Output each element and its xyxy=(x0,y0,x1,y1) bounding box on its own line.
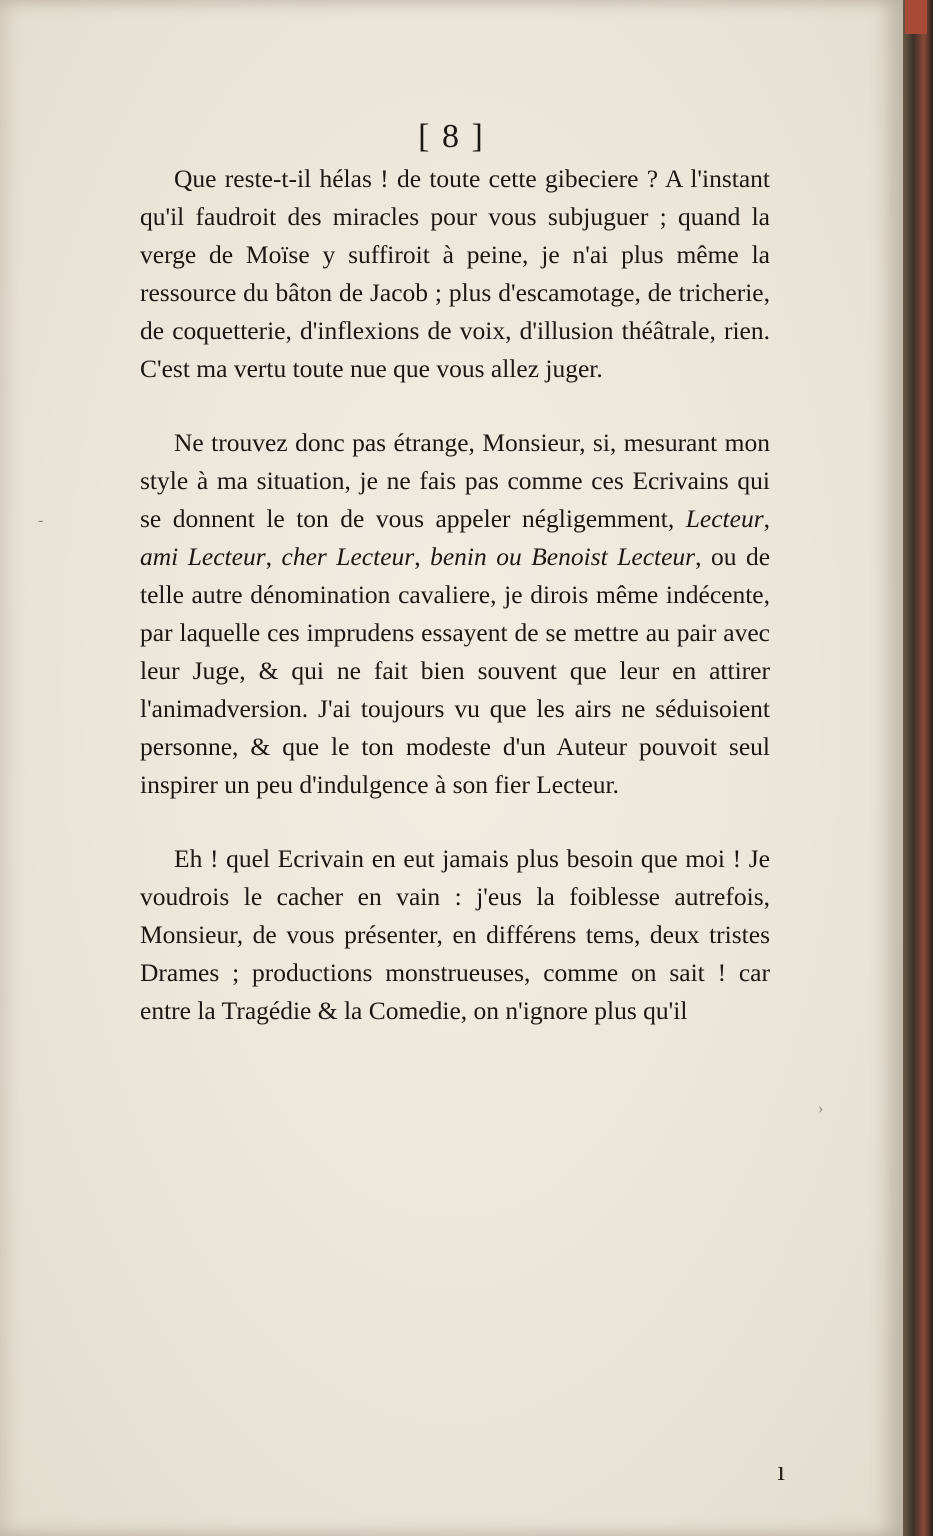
book-edge xyxy=(903,0,933,1536)
text-run: Eh ! quel Ecrivain en eut jamais plus besoin que moi ! Je voudrois le cacher en vain : j'eus la foiblesse autrefois, Monsieur, de vous présenter, en différens tems, deux tristes Drames ; productions monstrueuses, comme on sait ! car entre la Tragédie & la Comedie, on n'ignore plus qu'il xyxy=(140,844,770,1025)
italic-term: Lecteur xyxy=(685,504,764,533)
text-run: Ne trouvez donc pas étrange, Monsieur, si, mesurant mon style à ma situation, je ne fais pas comme ces Ecrivains qui se donnent le ton de vous appeler négligemment, xyxy=(140,428,770,533)
paragraph-3 xyxy=(140,840,770,1030)
italic-term: benin ou Benoist Lecteur xyxy=(430,542,696,571)
paragraph-1 xyxy=(140,160,770,388)
edge-tab xyxy=(905,0,927,34)
stray-mark: › xyxy=(818,1100,824,1117)
text-run: Que reste-t-il hélas ! de toute cette gibeciere ? A l'instant qu'il faudroit des miracles pour vous subjuguer ; quand la verge de Moïse y suffiroit à peine, je n'ai plus même la ressource du bâton de Jacob ; plus d'escamotage, de tricherie, de coquetterie, d'inflexions de voix, d'illusion théâtrale, rien. C'est ma vertu toute nue que vous allez juger. xyxy=(140,164,770,383)
corner-mark: ı xyxy=(777,1456,785,1487)
text-run: , xyxy=(763,504,770,533)
page-number: [ 8 ] xyxy=(418,118,485,155)
text-run: , xyxy=(414,542,431,571)
paragraph-2 xyxy=(140,424,770,804)
italic-term: ami Lecteur xyxy=(140,542,266,571)
text-run: , ou de telle autre dénomination cavaliere, je dirois même indécente, par laquelle ces imprudens essayent de se mettre au pair avec leur Juge, & qui ne fait bien souvent que leur en attirer l'animadversion. J'ai toujours vu que les airs ne séduisoient personne, & que le ton modeste d'un Auteur pouvoit seul inspirer un peu d'indulgence à son fier Lecteur. xyxy=(140,542,771,799)
stray-mark: - xyxy=(38,512,44,529)
text-run: , xyxy=(265,542,282,571)
italic-term: cher Lecteur xyxy=(281,542,415,571)
body-text xyxy=(140,160,770,1030)
